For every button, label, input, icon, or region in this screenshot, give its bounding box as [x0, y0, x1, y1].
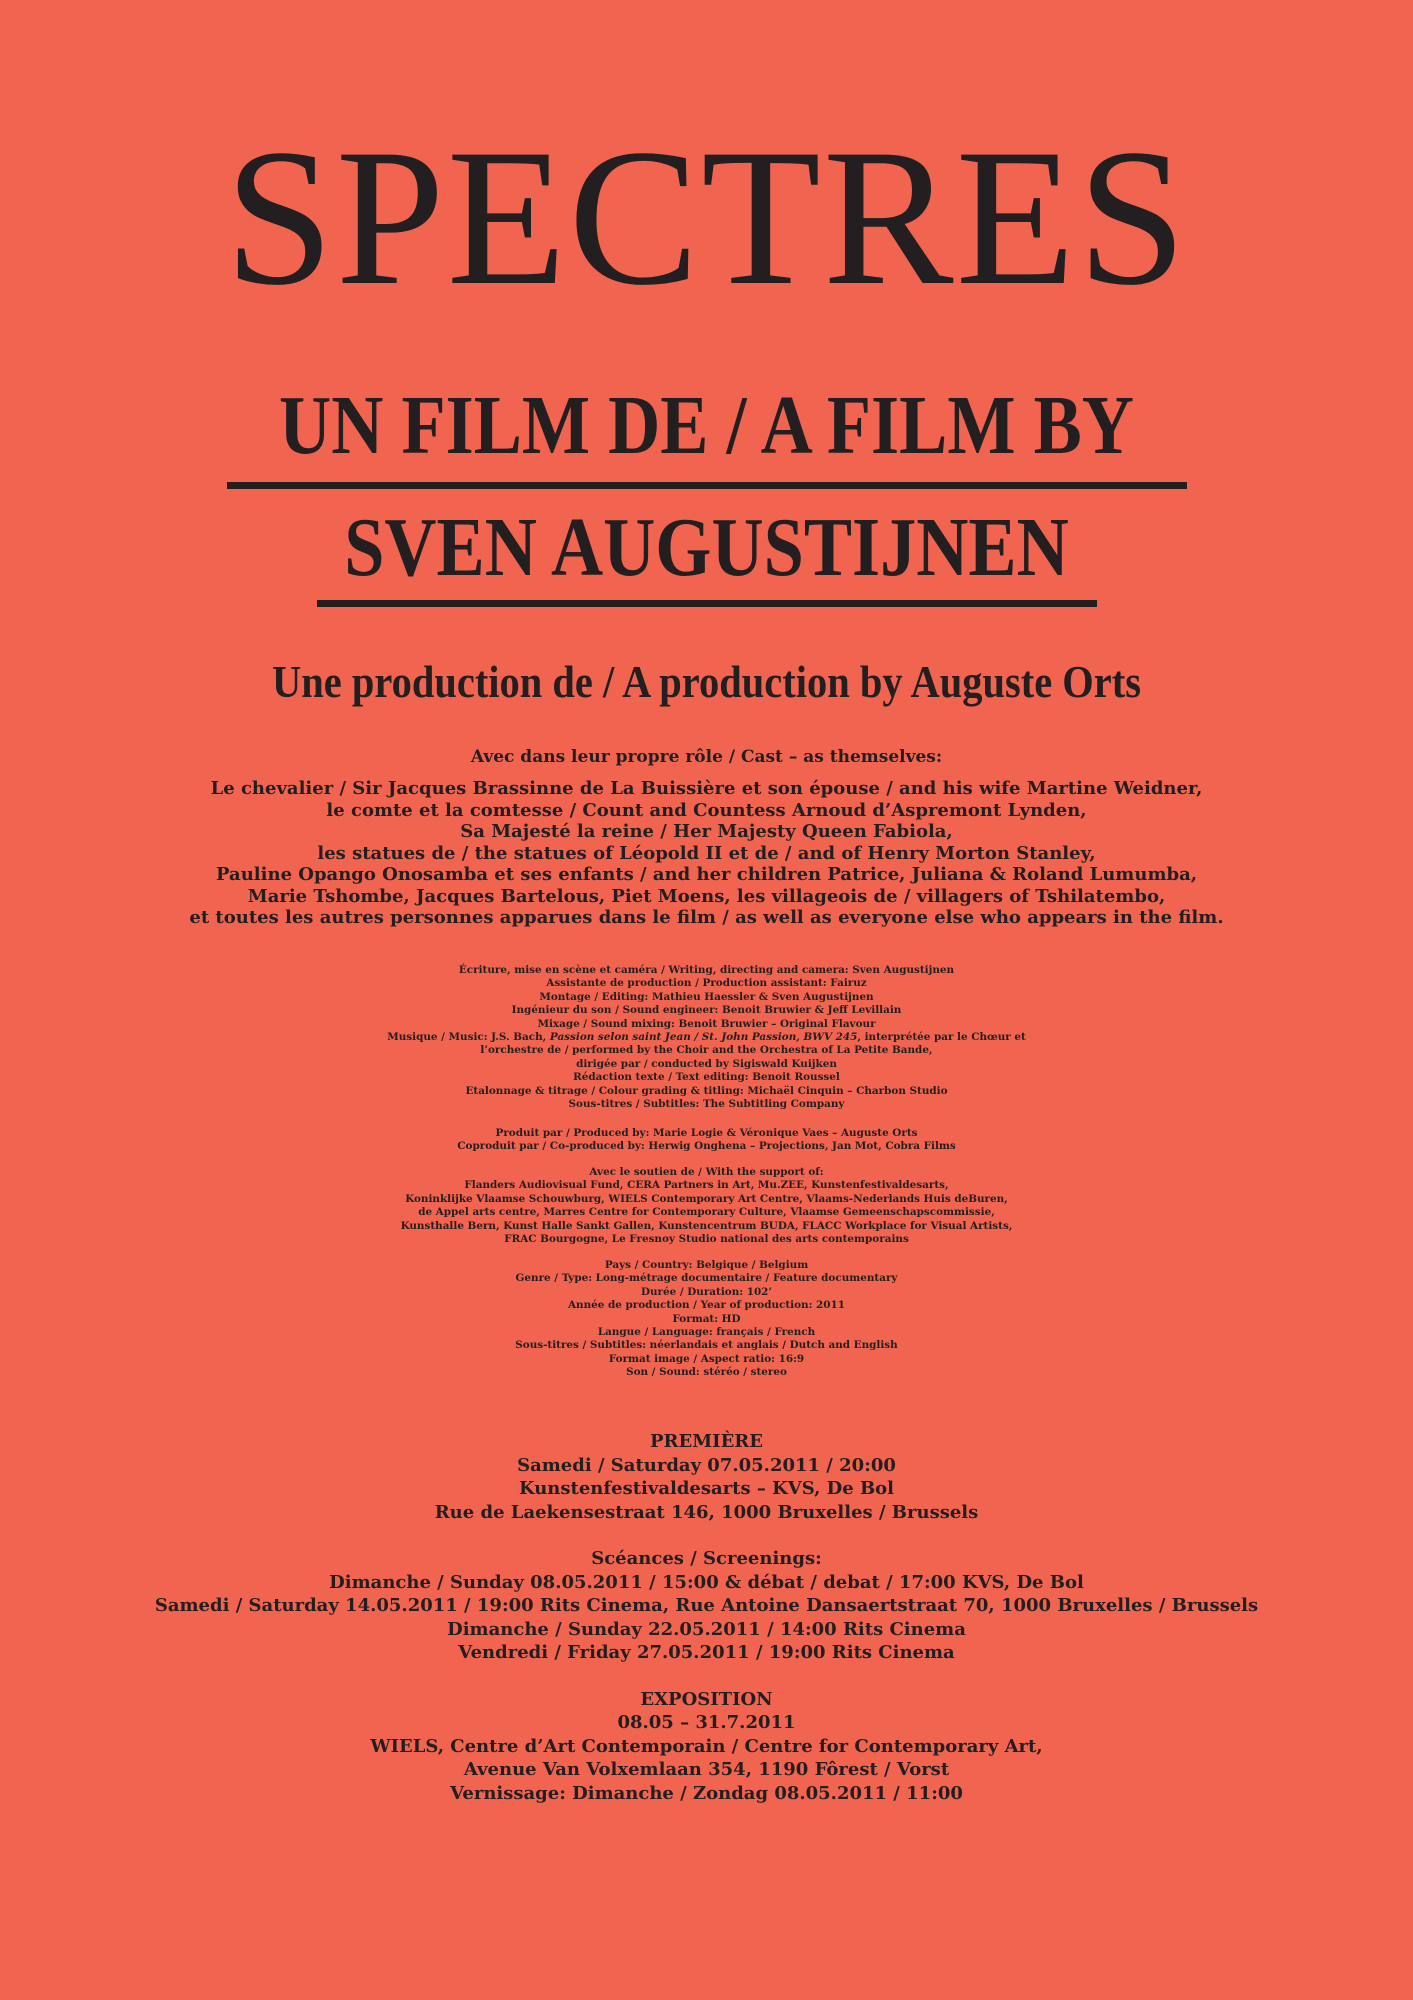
events-section: [0, 1430, 1413, 1805]
screening-line: Vendredi / Friday 27.05.2011 / 19:00 Rits Cinema: [458, 1642, 955, 1663]
exposition-heading: EXPOSITION: [640, 1688, 773, 1710]
support-line: de Appel arts centre, Marres Centre for Contemporary Culture, Vlaamse Gemeenschapscommissie,: [418, 1206, 995, 1219]
credit-line: Rédaction texte / Text editing: Benoit Roussel: [573, 1071, 840, 1084]
credit-line: dirigée par / conducted by Sigiswald Kuijken: [576, 1057, 837, 1070]
premiere-line: Kunstenfestivaldesarts – KVS, De Bol: [518, 1478, 895, 1499]
support-line: Avec le soutien de / With the support of:: [589, 1166, 824, 1178]
credit-line: Ingénieur du son / Sound engineer: Benoit Bruwier & Jeff Levillain: [511, 1004, 902, 1017]
section-gap: [0, 1524, 1413, 1547]
credit-line: Sous-titres / Subtitles: The Subtitling Company: [568, 1098, 845, 1111]
credit-line: Écriture, mise en scène et caméra / Writing, directing and camera: Sven Augustijnen: [458, 964, 955, 976]
exposition-line: WIELS, Centre d’Art Contemporain / Centre for Contemporary Art,: [370, 1735, 1043, 1757]
crew-credits: [0, 964, 1413, 1111]
support-line: Flanders Audiovisual Fund, CERA Partners in Art, Mu.ZEE, Kunstenfestivaldesarts,: [464, 1179, 949, 1192]
credit-line: l’orchestre de / performed by the Choir and the Orchestra of La Petite Bande,: [480, 1044, 933, 1057]
music-prefix: Musique / Music: J.S. Bach,: [387, 1031, 550, 1044]
cast-line: les statues de / the statues of Léopold II et de / and of Henry Morton Stanley,: [317, 842, 1096, 864]
screening-line: Dimanche / Sunday 22.05.2011 / 14:00 Rits Cinema: [447, 1618, 966, 1640]
spec-line: Format image / Aspect ratio: 16:9: [608, 1352, 805, 1365]
technical-specs: [0, 1259, 1413, 1380]
support-credits: [0, 1166, 1413, 1246]
cast-list: [0, 778, 1413, 929]
byline-underline-2: [317, 600, 1097, 607]
section-gap: [0, 1665, 1413, 1688]
spec-line: Sous-titres / Subtitles: néerlandais et anglais / Dutch and English: [515, 1339, 898, 1352]
byline-film-by: UN FILM DE / A FILM BY: [279, 379, 1134, 472]
producer-line: Produit par / Produced by: Marie Logie & Véronique Vaes – Auguste Orts: [495, 1127, 918, 1139]
production-company: Une production de / A production by Auguste Orts: [272, 656, 1142, 707]
spec-line: Son / Sound: stéréo / stereo: [626, 1366, 787, 1379]
credit-line: Mixage / Sound mixing: Benoit Bruwier – Original Flavour: [537, 1017, 876, 1030]
cast-line: Pauline Opango Onosamba et ses enfants / and her children Patrice, Juliana & Roland Lumumba,: [216, 864, 1197, 885]
support-line: Koninklijke Vlaamse Schouwburg, WIELS Contemporary Art Centre, Vlaams-Nederlands Huis deBuren,: [405, 1192, 1008, 1205]
cast-line: Sa Majesté la reine / Her Majesty Queen Fabiola,: [460, 821, 953, 842]
exposition-line: Avenue Van Volxemlaan 354, 1190 Fôrest / Vorst: [463, 1759, 950, 1780]
credit-line-music: [0, 1031, 1413, 1044]
cast-heading: Avec dans leur propre rôle / Cast – as themselves:: [470, 747, 943, 767]
cast-line: le comte et la comtesse / Count and Countess Arnoud d’Aspremont Lynden,: [326, 799, 1087, 821]
credit-line: Montage / Editing: Mathieu Haessler & Sven Augustijnen: [539, 990, 874, 1003]
support-line: FRAC Bourgogne, Le Fresnoy Studio national des arts contemporains: [504, 1233, 909, 1246]
spec-line: Année de production / Year of production: 2011: [568, 1299, 845, 1312]
exposition-line: Vernissage: Dimanche / Zondag 08.05.2011 / 11:00: [450, 1782, 963, 1804]
screening-line: Samedi / Saturday 14.05.2011 / 19:00 Rits Cinema, Rue Antoine Dansaertstraat 70, 1000 Bruxelles / Brussels: [154, 1595, 1259, 1616]
credit-line: Etalonnage & titrage / Colour grading & titling: Michaël Cinquin – Charbon Studio: [465, 1084, 948, 1097]
producer-line: Coproduit par / Co-produced by: Herwig Onghena – Projections, Jan Mot, Cobra Films: [457, 1140, 956, 1153]
cast-line: Le chevalier / Sir Jacques Brassinne de La Buissière et son épouse / and his wife Martine Weidner,: [210, 778, 1203, 799]
premiere-heading: PREMIÈRE: [650, 1431, 763, 1452]
spec-line: Pays / Country: Belgique / Belgium: [604, 1259, 809, 1271]
spec-line: Langue / Language: français / French: [597, 1326, 816, 1339]
support-line: Kunsthalle Bern, Kunst Halle Sankt Gallen, Kunstencentrum BUDA, FLACC Workplace for Visual Artists,: [400, 1219, 1013, 1232]
poster-title: SPECTRES: [224, 109, 1189, 326]
cast-line: et toutes les autres personnes apparues dans le film / as well as everyone else who appears in the film.: [189, 907, 1224, 928]
spec-line: Durée / Duration: 102’: [640, 1285, 773, 1298]
premiere-line: Samedi / Saturday 07.05.2011 / 20:00: [517, 1454, 896, 1476]
music-suffix: , interprétée par le Chœur et: [857, 1031, 1026, 1044]
screening-line: Dimanche / Sunday 08.05.2011 / 15:00 & débat / debat / 17:00 KVS, De Bol: [329, 1571, 1084, 1593]
spec-line: Genre / Type: Long-métrage documentaire / Feature documentary: [515, 1272, 898, 1285]
spec-line: Format: HD: [672, 1312, 741, 1325]
exposition-line: 08.05 – 31.7.2011: [617, 1712, 796, 1733]
music-work: Passion selon saint Jean / St. John Passion, BWV 245: [549, 1031, 858, 1044]
producer-credits: [0, 1127, 1413, 1154]
screenings-heading: Scéances / Screenings:: [591, 1548, 822, 1569]
cast-line: Marie Tshombe, Jacques Bartelous, Piet Moens, les villageois de / villagers of Tshilatembo,: [247, 885, 1166, 907]
byline-underline-1: [227, 482, 1187, 489]
premiere-line: Rue de Laekensestraat 146, 1000 Bruxelles / Brussels: [434, 1501, 979, 1523]
credit-line: Assistante de production / Production assistant: Fairuz: [546, 977, 867, 990]
byline-director: SVEN AUGUSTIJNEN: [344, 501, 1069, 594]
